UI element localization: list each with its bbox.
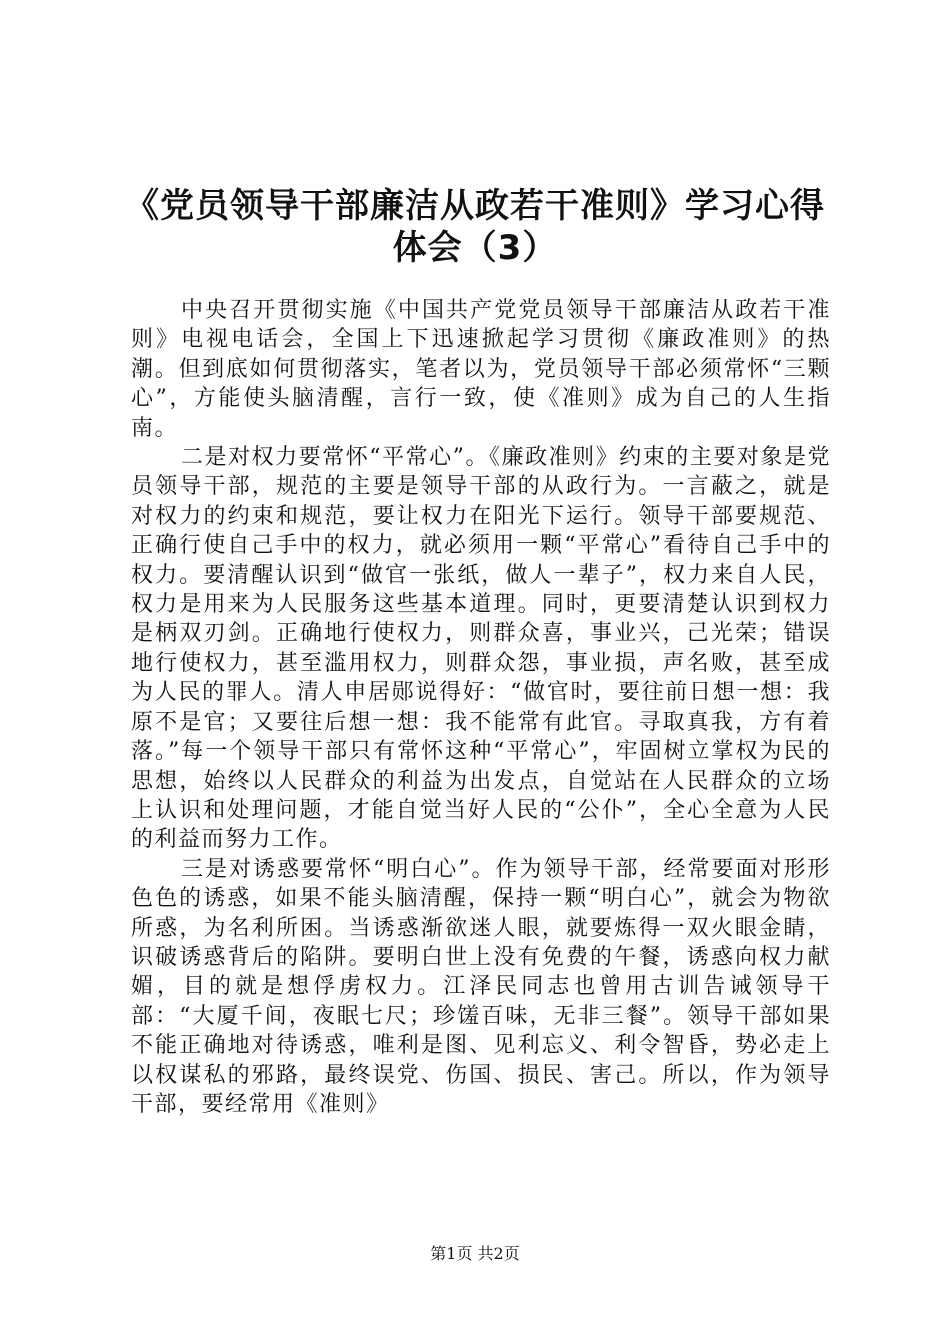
document-body (131, 296, 831, 1119)
paragraph-intro: 中央召开贯彻实施《中国共产党党员领导干部廉洁从政若干准则》电视电话会，全国上下迅速掀起学习贯彻《廉政准则》的热潮。但到底如何贯彻落实，笔者以为，党员领导干部必须常怀“三颗心”，方能使头脑清醒，言行一致，使《准则》成为自己的人生指南。 (131, 298, 831, 441)
page-title: 《党员领导干部廉洁从政若干准则》学习心得 (125, 186, 825, 226)
page-footer: 第1页 共2页 (430, 1244, 520, 1263)
paragraph-temptation: 三是对诱惑要常怀“明白心”。作为领导干部，经常要面对形形色色的诱惑，如果不能头脑清醒，保持一颗“明白心”，就会为物欲所惑，为名利所困。当诱惑渐欲迷人眼，就要炼得一双火眼金睛，识破诱惑背后的陷阱。要明白世上没有免费的午餐，诱惑向权力献媚，目的就是想俘虏权力。江泽民同志也曾用古训告诫领导干部：“大厦千间，夜眠七尺；珍馐百味，无非三餐”。领导干部如果不能正确地对待诱惑，唯利是图、见利忘义、利令智昏，势必走上以权谋私的邪路，最终误党、伤国、损民、害己。所以，作为领导干部，要经常用《准则》 (131, 856, 831, 1117)
paragraph-power: 二是对权力要常怀“平常心”。《廉政准则》约束的主要对象是党员领导干部，规范的主要是领导干部的从政行为。一言蔽之，就是对权力的约束和规范，要让权力在阳光下运行。领导干部要规范、正确行使自己手中的权力，就必须用一颗“平常心”看待自己手中的权力。要清醒认识到“做官一张纸，做人一辈子”，权力来自人民，权力是用来为人民服务这些基本道理。同时，更要清楚认识到权力是柄双刃剑。正确地行使权力，则群众喜，事业兴，己光荣；错误地行使权力，甚至滥用权力，则群众怨，事业损，声名败，甚至成为人民的罪人。清人申居郧说得好：“做官时，要往前日想一想：我原不是官；又要往后想一想：我不能常有此官。寻取真我，方有着落。”每一个领导干部只有常怀这种“平常心”，牢固树立掌权为民的思想，始终以人民群众的利益为出发点，自觉站在人民群众的立场上认识和处理问题，才能自觉当好人民的“公仆”，全心全意为人民的利益而努力工作。 (131, 445, 831, 853)
page-title-continued: 体会（3） (392, 228, 558, 268)
